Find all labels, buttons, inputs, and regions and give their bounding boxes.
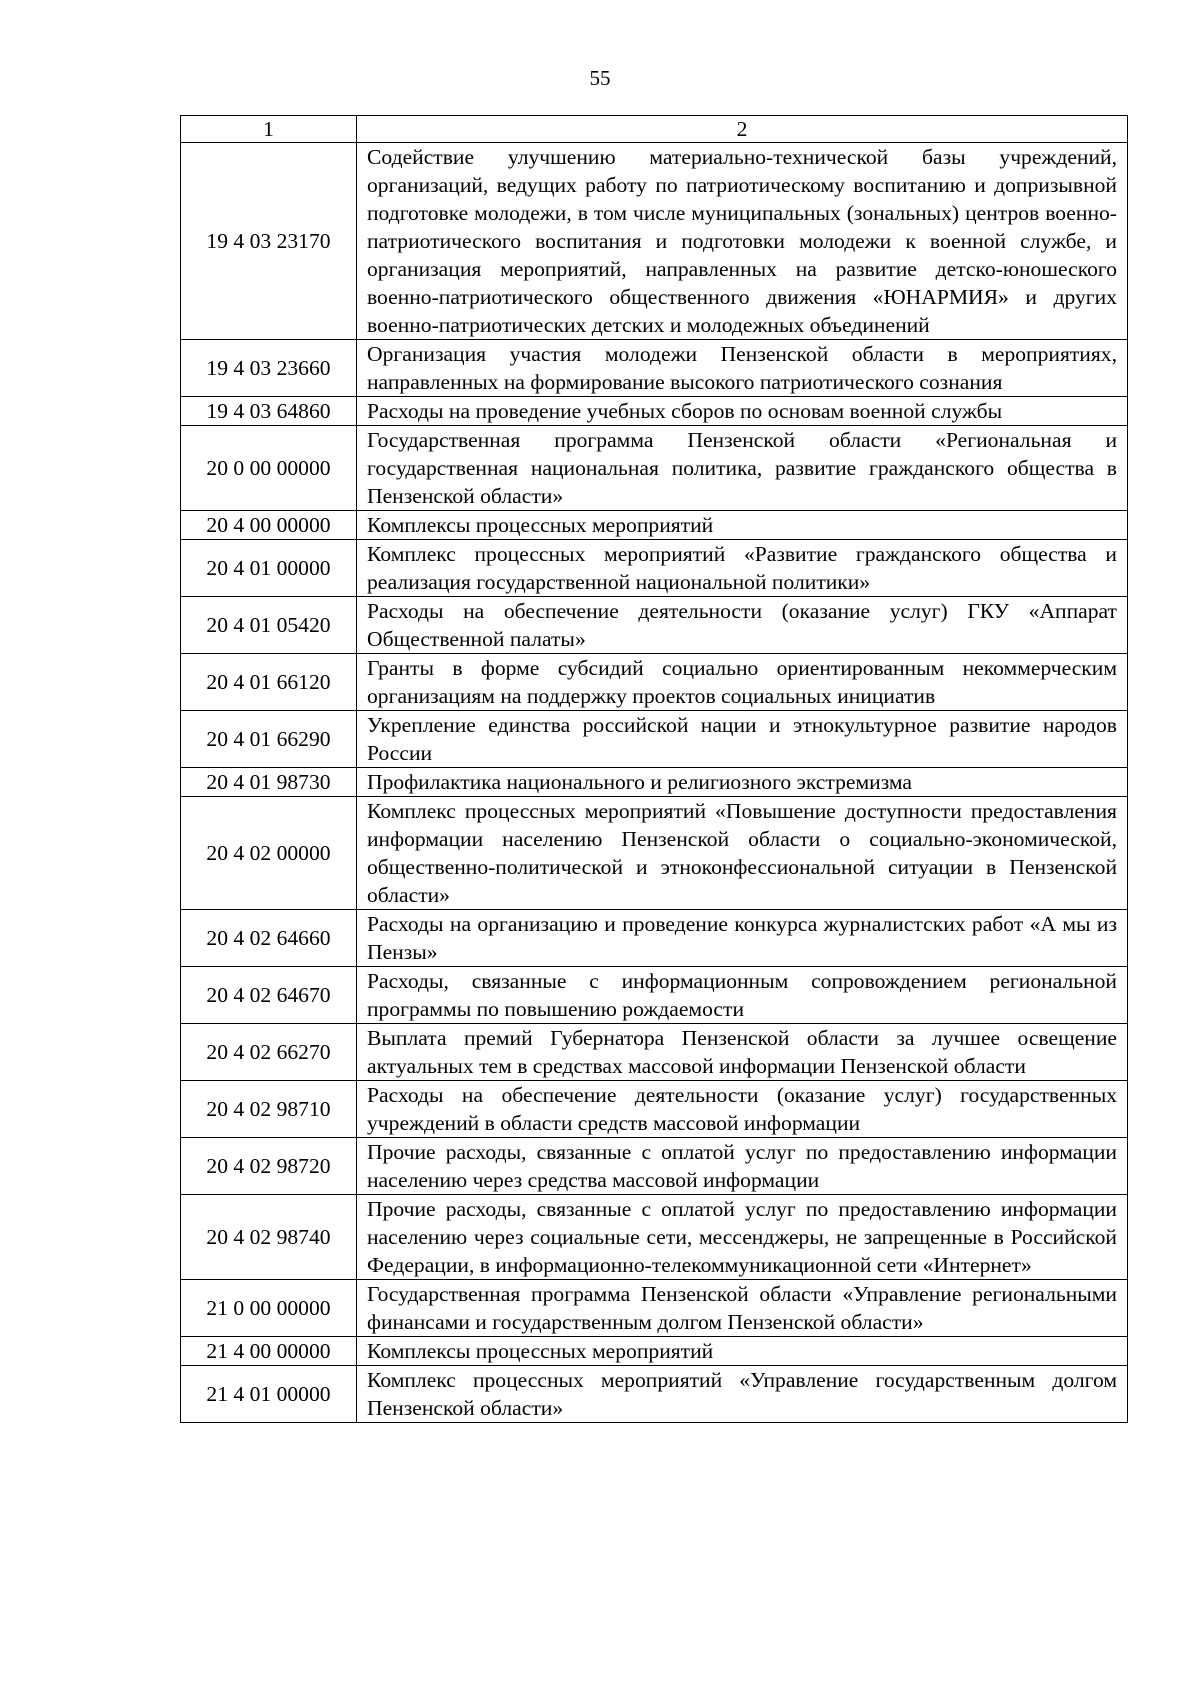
row-description: Прочие расходы, связанные с оплатой услуг по предоставлению информации населению через средства массовой информации <box>357 1138 1128 1195</box>
row-description: Комплекс процессных мероприятий «Развитие гражданского общества и реализация государственной национальной политики» <box>357 540 1128 597</box>
row-code: 20 4 02 64670 <box>181 967 357 1024</box>
table-row <box>181 1138 1128 1195</box>
row-code: 19 4 03 23170 <box>181 143 357 340</box>
table-header-row <box>181 116 1128 143</box>
row-description: Профилактика национального и религиозного экстремизма <box>357 768 1128 797</box>
row-description: Комплексы процессных мероприятий <box>357 511 1128 540</box>
page-number: 55 <box>589 66 611 90</box>
row-code: 21 4 00 00000 <box>181 1337 357 1366</box>
row-code: 20 4 00 00000 <box>181 511 357 540</box>
row-description: Расходы на обеспечение деятельности (оказание услуг) государственных учреждений в области средств массовой информации <box>357 1081 1128 1138</box>
row-code: 20 4 02 00000 <box>181 797 357 910</box>
row-code: 20 4 01 66290 <box>181 711 357 768</box>
table-row <box>181 797 1128 910</box>
row-description: Расходы, связанные с информационным сопровождением региональной программы по повышению рождаемости <box>357 967 1128 1024</box>
row-code: 19 4 03 23660 <box>181 340 357 397</box>
table-row <box>181 1280 1128 1337</box>
row-code: 20 4 01 66120 <box>181 654 357 711</box>
row-description: Государственная программа Пензенской области «Региональная и государственная национальная политика, развитие гражданского общества в Пензенской области» <box>357 426 1128 511</box>
budget-codes-table <box>180 115 1128 1423</box>
table-row <box>181 1081 1128 1138</box>
table-row <box>181 910 1128 967</box>
row-description: Комплексы процессных мероприятий <box>357 1337 1128 1366</box>
table-row <box>181 540 1128 597</box>
table-row <box>181 654 1128 711</box>
column-header-1: 1 <box>181 116 357 143</box>
row-code: 21 4 01 00000 <box>181 1366 357 1423</box>
row-description: Организация участия молодежи Пензенской области в мероприятиях, направленных на формирование высокого патриотического сознания <box>357 340 1128 397</box>
row-code: 20 4 02 98740 <box>181 1195 357 1280</box>
row-code: 20 0 00 00000 <box>181 426 357 511</box>
row-code: 20 4 02 98710 <box>181 1081 357 1138</box>
row-code: 20 4 01 98730 <box>181 768 357 797</box>
row-description: Выплата премий Губернатора Пензенской области за лучшее освещение актуальных тем в средствах массовой информации Пензенской области <box>357 1024 1128 1081</box>
row-code: 20 4 01 00000 <box>181 540 357 597</box>
row-description: Прочие расходы, связанные с оплатой услуг по предоставлению информации населению через социальные сети, мессенджеры, не запрещенные в Российской Федерации, в информационно-телекоммуникационной сети «Интернет» <box>357 1195 1128 1280</box>
table-row <box>181 967 1128 1024</box>
row-code: 20 4 02 66270 <box>181 1024 357 1081</box>
table-row <box>181 340 1128 397</box>
row-description: Комплекс процессных мероприятий «Управление государственным долгом Пензенской области» <box>357 1366 1128 1423</box>
row-description: Государственная программа Пензенской области «Управление региональными финансами и государственным долгом Пензенской области» <box>357 1280 1128 1337</box>
row-code: 19 4 03 64860 <box>181 397 357 426</box>
table-row <box>181 1195 1128 1280</box>
row-description: Расходы на проведение учебных сборов по основам военной службы <box>357 397 1128 426</box>
row-code: 20 4 02 64660 <box>181 910 357 967</box>
table-row <box>181 1337 1128 1366</box>
table-row <box>181 511 1128 540</box>
row-description: Комплекс процессных мероприятий «Повышение доступности предоставления информации населению Пензенской области о социально-экономической, общественно-политической и этноконфессиональной ситуации в Пензенской области» <box>357 797 1128 910</box>
table-row <box>181 1024 1128 1081</box>
table-row <box>181 143 1128 340</box>
table-row <box>181 597 1128 654</box>
table-row <box>181 768 1128 797</box>
row-code: 20 4 01 05420 <box>181 597 357 654</box>
row-description: Расходы на обеспечение деятельности (оказание услуг) ГКУ «Аппарат Общественной палаты» <box>357 597 1128 654</box>
row-description: Расходы на организацию и проведение конкурса журналистских работ «А мы из Пензы» <box>357 910 1128 967</box>
table-row <box>181 426 1128 511</box>
row-description: Содействие улучшению материально-технической базы учреждений, организаций, ведущих работу по патриотическому воспитанию и допризывной подготовке молодежи, в том числе муниципальных (зональных) центров военно-патриотического воспитания и подготовки молодежи к военной службе, и организация мероприятий, направленных на развитие детско-юношеского военно-патриотического общественного движения «ЮНАРМИЯ» и других военно-патриотических детских и молодежных объединений <box>357 143 1128 340</box>
column-header-2: 2 <box>357 116 1128 143</box>
row-code: 21 0 00 00000 <box>181 1280 357 1337</box>
row-code: 20 4 02 98720 <box>181 1138 357 1195</box>
table-row <box>181 711 1128 768</box>
row-description: Укрепление единства российской нации и этнокультурное развитие народов России <box>357 711 1128 768</box>
table-row <box>181 1366 1128 1423</box>
row-description: Гранты в форме субсидий социально ориентированным некоммерческим организациям на поддержку проектов социальных инициатив <box>357 654 1128 711</box>
table-row <box>181 397 1128 426</box>
